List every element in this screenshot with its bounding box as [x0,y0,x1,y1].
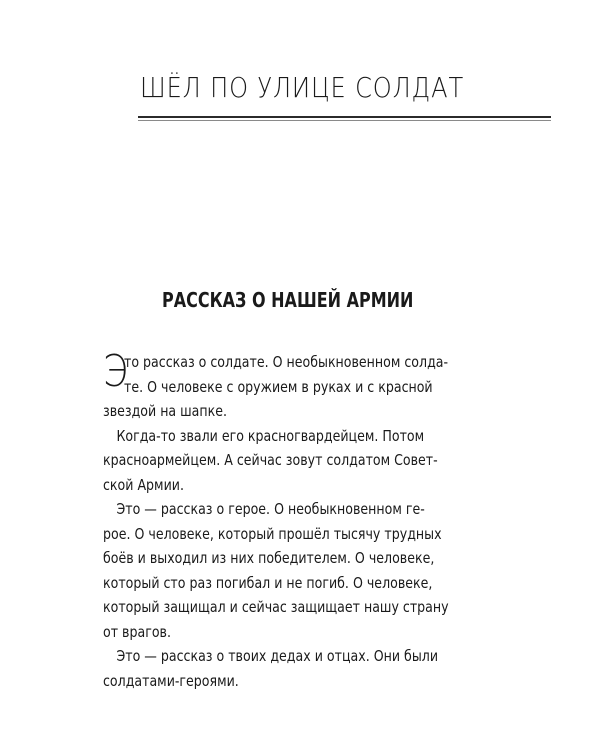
paragraph-4 [103,644,478,693]
text-line: Это — рассказ о твоих дедах и отцах. Они были [116,647,439,665]
text-line: от врагов. [103,622,171,641]
title-rule-secondary [138,120,551,121]
body-text [103,346,478,693]
text-line: красноармейцем. А сейчас зовут солдатом Совет- [103,451,438,469]
section-heading: РАССКАЗ О НАШЕЙ АРМИИ [162,288,414,312]
text-line: ской Армии. [103,475,184,494]
paragraph-2 [103,424,478,498]
text-line: который сто раз погибал и не погиб. О человеке, [103,573,433,592]
text-line: боёв и выходил из них победителем. О человеке, [103,549,435,567]
page-title: ШЁЛ ПО УЛИЦЕ СОЛДАТ [140,71,465,104]
text-line: Когда-то звали его красногвардейцем. Потом [116,426,425,445]
text-line: то рассказ о солдате. О необыкновенном солда- [124,353,449,371]
drop-cap: Э [103,346,128,397]
text-line: который защищал и сейчас защищает нашу страну [103,598,449,616]
text-line: звездой на шапке. [103,402,228,420]
title-rule [138,116,551,118]
text-line: те. О человеке с оружием в руках и с красной [124,377,433,396]
text-line: Это — рассказ о герое. О необыкновенном ге- [116,500,425,518]
text-line: солдатами-героями. [103,671,239,690]
text-line: рое. О человеке, который прошёл тысячу трудных [103,524,442,543]
paragraph-1 [103,346,478,424]
paragraph-3 [103,497,478,644]
